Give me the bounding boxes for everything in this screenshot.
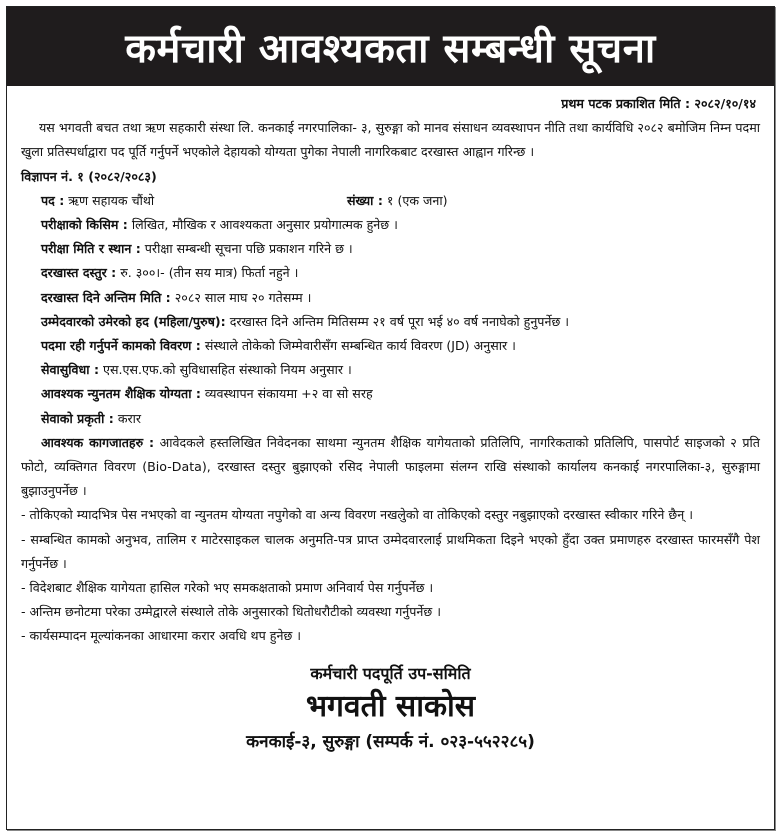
field-exam-date-place [21, 237, 760, 261]
field-age-limit [21, 310, 760, 334]
field-label: आवश्यक न्युनतम शैक्षिक योग्यता : [41, 386, 201, 402]
field-label: दरखास्त दस्तुर : [41, 265, 117, 281]
notice-body [7, 86, 774, 757]
post-label: पद : [41, 192, 65, 208]
field-label: सेवासुविधा : [41, 362, 99, 378]
field-deadline [21, 286, 760, 310]
count-field [347, 189, 448, 213]
field-documents [21, 431, 760, 504]
field-label: आवश्यक कागजातहरु : [41, 434, 155, 450]
note-item: - तोकिएको म्यादभित्र पेस नभएको वा न्युनतम योग्यता नपुगेको वा अन्य विवरण नखलेुको वा तोकिएको दस्तुर नबुझाएको दरखास्त स्वीकार गरिने छैन् । [21, 507, 694, 523]
count-value: १ (एक जना) [386, 192, 448, 208]
field-value: संस्थाले तोकेको जिम्मेवारीसँग सम्बन्धित कार्य विवरण (JD) अनुसार । [204, 338, 516, 354]
field-value: व्यवस्थापन संकायमा +२ वा सो सरह [204, 386, 373, 402]
committee-name: कर्मचारी पदपूर्ति उप-समिति [310, 663, 471, 683]
field-value: दरखास्त दिने अन्तिम मितिसम्म २१ वर्ष पूरा भई ४० वर्ष ननाघेको हुनुपर्नेछ । [229, 313, 570, 329]
post-value: ऋण सहायक चौंथो [68, 192, 155, 208]
field-label: उम्मेदवारको उमेरको हद (महिला/पुरुष): [41, 313, 226, 329]
intro-paragraph: यस भगवती बचत तथा ऋण सहकारी संस्था लि. कनकाई नगरपालिका- ३, सुरुङ्गा को मानव संसाधन व्यवस्थापन नीति तथा कार्यविधि २०८२ बमोजिम निम्न पदमा खुला प्रतिस्पर्धाद्वारा पद पूर्ति गर्नुपर्ने भएकोले देहायको योग्यता पुगेका नेपाली नागरिकबाट दरखास्त आह्वान गरिन्छ । [21, 120, 760, 160]
field-value: परीक्षा सम्बन्धी सूचना पछि प्रकाशन गरिने छ । [144, 241, 353, 257]
field-label: दरखास्त दिने अन्तिम मिति : [41, 289, 171, 305]
field-label: पदमा रही गर्नुपर्ने कामको विवरण : [41, 338, 201, 354]
field-benefits [21, 358, 760, 382]
advertisement-number: विज्ञापन नं. १ (२०८२/२०८३) [21, 168, 157, 184]
field-qualification [21, 382, 760, 406]
field-value: रु. ३००।- (तीन सय मात्र) फिर्ता नहुने । [120, 265, 299, 281]
signature-block [21, 661, 760, 757]
publication-date-label: प्रथम पटक प्रकाशित मिति : [561, 96, 691, 111]
field-label: सेवाको प्रकृती : [41, 410, 114, 426]
note-item: - विदेशबाट शैक्षिक यागेयता हासिल गरेको भए समकक्षताको प्रमाण अनिवार्य पेस गर्नुपर्नेछ । [21, 580, 434, 596]
organization-name: भगवती साकोस [305, 688, 476, 724]
field-application-fee [21, 261, 760, 285]
field-value: लिखित, मौखिक र आवश्यकता अनुसार प्रयोगात्मक हुनेछ । [131, 217, 398, 233]
field-value: आवेदकले हस्तलिखित निवेदनका साथमा न्युनतम शैक्षिक यागेयताको प्रतिलिपि, नागरिकताको प्रतिलिपि, पासपोर्ट साइजको २ प्रति फोटो, व्यक्तिगत विवरण (Bio-Data), दरखास्त दस्तुर बुझाएको रसिद नेपाली फाइलमा संलग्न राखि संस्थाको कार्यालय कनकाई नगरपालिका-३, सुरुङ्गामा बुझाउनुपर्नेछ । [21, 434, 760, 499]
publication-date-value: २०८२/१०/१४ [694, 96, 756, 111]
job-notice [6, 6, 775, 830]
notice-title: कर्मचारी आवश्यकता सम्बन्धी सूचना [125, 26, 656, 72]
note-item: - सम्बन्धित कामको अनुभव, तालिम र माटेरसाइकल चालक अनुमति-पत्र प्राप्त उम्मेदवारलाई प्राथमिकता दिइने भएको हुँदा उक्त प्रमाणहरु दरखास्त फारमसँगै पेश गर्नुपर्नेछ । [21, 531, 760, 571]
publication-date [21, 92, 760, 116]
field-label: परीक्षा मिति र स्थान : [41, 241, 141, 257]
field-job-description [21, 334, 760, 358]
post-count-row [21, 189, 760, 213]
count-label: संख्या : [347, 192, 383, 208]
field-service-nature [21, 407, 760, 431]
note-item: - कार्यसम्पादन मूल्यांकनका आधारमा करार अवधि थप हुनेछ । [21, 628, 302, 644]
title-banner [7, 7, 774, 86]
field-value: एस.एस.एफ.को सुविधासहित संस्थाको नियम अनुसार । [103, 362, 352, 378]
field-label: परीक्षाको किसिम : [41, 217, 128, 233]
note-item: - अन्तिम छनोटमा परेका उम्मेद्वारले संस्थाले तोके अनुसारको धितोधरौटीको व्यवस्था गर्नुपर्नेछ । [21, 604, 442, 620]
field-exam-type [21, 213, 760, 237]
organization-address: कनकाई-३, सुरुङ्गा (सम्पर्क नं. ०२३-५५२२८५) [246, 731, 535, 752]
field-value: करार [117, 410, 142, 426]
post-field [41, 189, 347, 213]
field-value: २०८२ साल माघ २० गतेसम्म । [174, 289, 312, 305]
